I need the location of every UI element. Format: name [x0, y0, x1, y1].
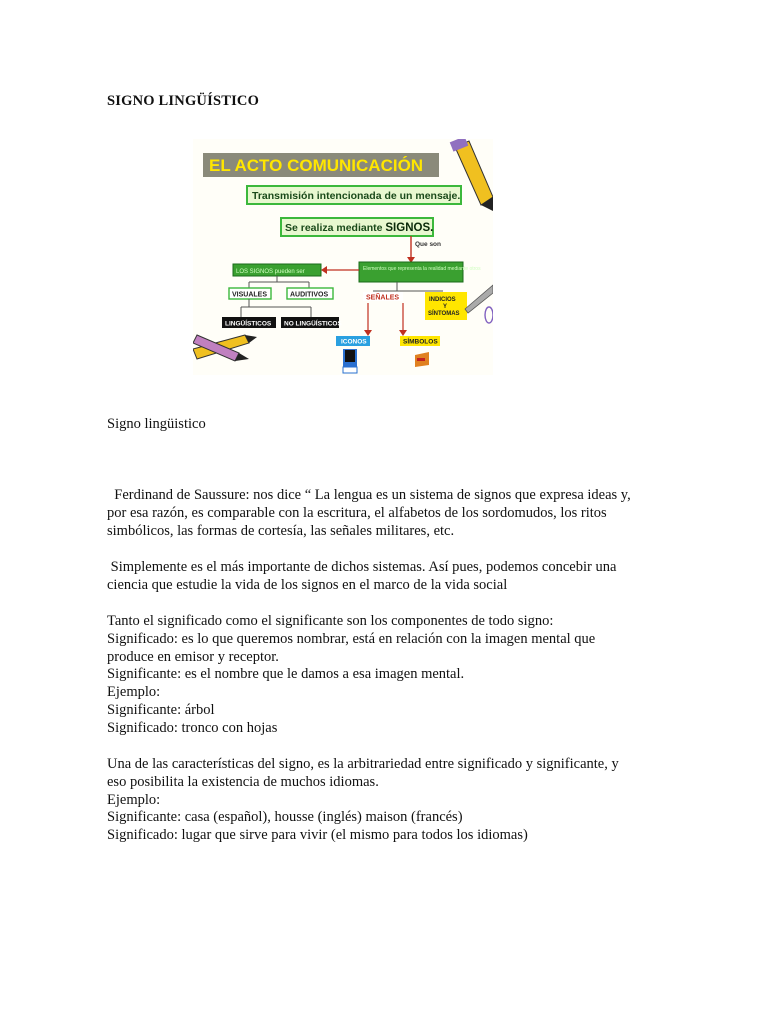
communication-diagram-image — [193, 139, 493, 375]
paragraph-line: Significado: tronco con hojas — [107, 719, 278, 736]
paragraph-line: Tanto el significado como el significante son los componentes de todo signo: — [107, 613, 554, 629]
pen-icon — [465, 285, 493, 323]
paragraph-line: produce en emisor y receptor. — [107, 648, 279, 665]
document-title: SIGNO LINGÜÍSTICO — [107, 93, 260, 109]
label-senales: SEÑALES — [366, 294, 400, 302]
communication-diagram — [193, 139, 493, 375]
paragraph-line: Simplemente es el más importante de dichos sistemas. Así pues, podemos concebir una — [107, 559, 617, 575]
sign-icon — [343, 349, 357, 373]
paragraph-line: Significante: casa (español), housse (inglés) maison (francés) — [107, 809, 463, 826]
paragraph-significado — [107, 613, 667, 738]
label-visuales: VISUALES — [232, 291, 268, 299]
document-subtitle: Signo lingüistico — [107, 416, 206, 432]
label-iconos: ICONOS — [341, 338, 367, 346]
box-elementos — [359, 262, 463, 282]
paragraph-line: Una de las características del signo, es la arbitrariedad entre significado y significante, y — [107, 756, 619, 772]
label-linguisticos: LINGÜÍSTICOS — [225, 320, 272, 328]
paragraph-line: ciencia que estudie la vida de los signos en el marco de la vida social — [107, 576, 508, 593]
paragraph-saussure — [107, 487, 667, 540]
pencil-crossed-icon — [193, 335, 257, 361]
box-transmision-label: Transmisión intencionada de un mensaje. — [252, 190, 461, 202]
box-elementos-label: Elementos que representa la realidad mediante otros — [363, 266, 481, 272]
paragraph-line: Significado: lugar que sirve para vivir (el mismo para todos los idiomas) — [107, 827, 528, 844]
label-auditivos: AUDITIVOS — [290, 291, 329, 299]
paragraph-line: eso posibilita la existencia de muchos idiomas. — [107, 773, 379, 790]
label-no-linguisticos: NO LINGÜÍSTICOS — [284, 320, 342, 328]
paragraph-line: Ferdinand de Saussure: nos dice “ La lengua es un sistema de signos que expresa ideas y, — [107, 487, 631, 503]
label-que-son: Que son — [415, 241, 442, 248]
paragraph-line: Ejemplo: — [107, 684, 161, 701]
label-simbolos: SÍMBOLOS — [403, 338, 438, 346]
paragraph-line: simbólicos, las formas de cortesía, las señales militares, etc. — [107, 522, 455, 539]
paragraph-line: por esa razón, es comparable con la escritura, el alfabetos de los sordomudos, los ritos — [107, 504, 607, 521]
box-realiza-label: Se realiza mediante SIGNOS. — [285, 222, 434, 234]
box-los-signos-label: LOS SIGNOS pueden ser — [236, 269, 305, 275]
flag-icon — [415, 352, 429, 367]
diagram-header: EL ACTO COMUNICACIÓN — [209, 156, 424, 175]
paragraph-line: Ejemplo: — [107, 791, 161, 808]
paragraph-arbitrariedad — [107, 756, 667, 845]
paragraph-line: Significante: árbol — [107, 701, 215, 718]
paragraph-line: Significado: es lo que queremos nombrar, está en relación con la imagen mental que — [107, 630, 596, 647]
paragraph-sistemas — [107, 559, 667, 595]
label-indicios: INDICIOS Y SÍNTOMAS — [428, 297, 460, 317]
paragraph-line: Significante: es el nombre que le damos a esa imagen mental. — [107, 666, 465, 683]
